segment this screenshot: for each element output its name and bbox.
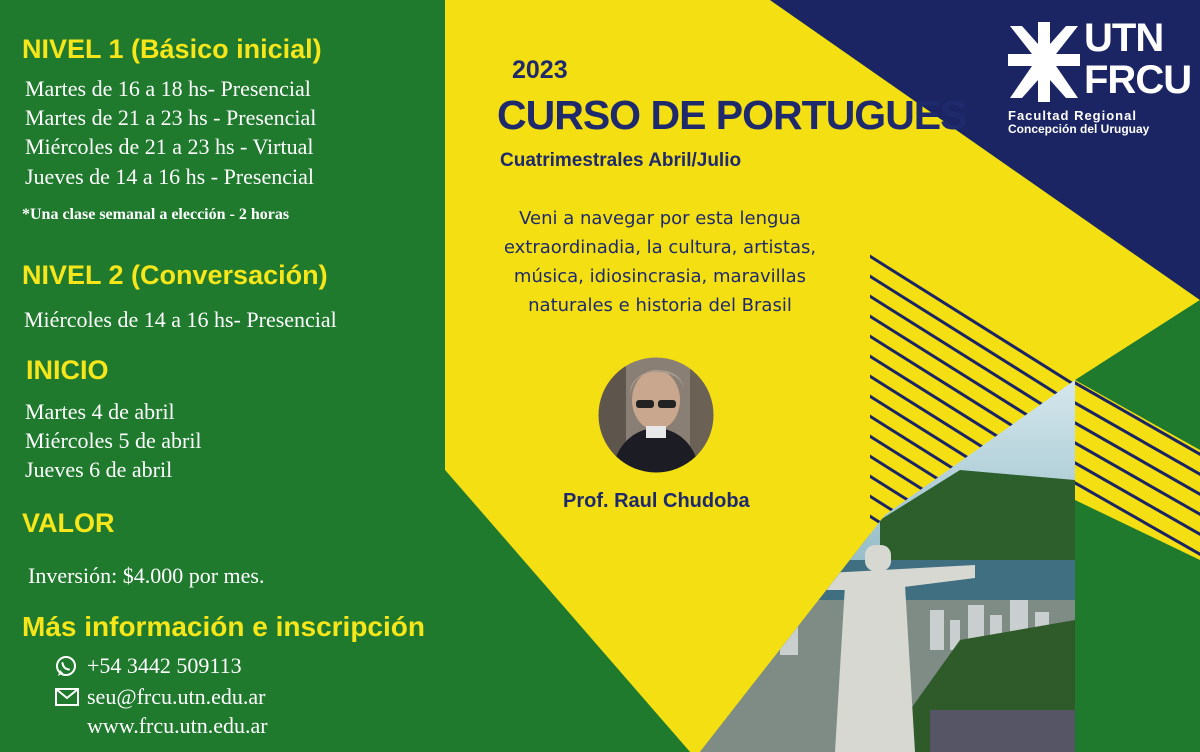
nivel1-note: *Una clase semanal a elección - 2 horas [22,206,290,223]
envelope-icon [55,688,79,706]
course-year: 2023 [512,56,568,84]
teacher-portrait [596,355,716,475]
nivel2-title: NIVEL 2 (Conversación) [22,260,328,290]
nivel1-schedule-3: Miércoles de 21 a 23 hs - Virtual [25,134,314,159]
inicio-date-1: Martes 4 de abril [25,399,175,424]
nivel1-schedule-4: Jueves de 14 a 16 hs - Presencial [25,164,314,189]
utn-logo-icon [1008,22,1080,102]
logo-utn-text: UTN [1084,16,1164,60]
course-subtitle: Cuatrimestrales Abril/Julio [500,150,742,171]
inicio-title: INICIO [26,355,109,385]
logo-sub1: Facultad Regional [1008,108,1137,123]
logo-frcu-text: FRCU [1084,58,1192,102]
utn-logo [1008,16,1192,137]
nivel1-schedule-2: Martes de 21 a 23 hs - Presencial [25,105,317,130]
whatsapp-icon [55,655,77,677]
nivel2-schedule: Miércoles de 14 a 16 hs- Presencial [24,307,337,332]
logo-sub2: Concepción del Uruguay [1008,122,1150,136]
inicio-date-3: Jueves 6 de abril [25,457,173,482]
valor-title: VALOR [22,508,115,538]
nivel1-schedule-1: Martes de 16 a 18 hs- Presencial [25,76,311,101]
phone-number: +54 3442 509113 [87,653,242,678]
description-line-3: música, idiosincrasia, maravillas [513,266,807,287]
valor-text: Inversión: $4.000 por mes. [28,563,265,588]
course-title: CURSO DE PORTUGUES [497,92,967,138]
email-address: seu@frcu.utn.edu.ar [87,684,266,709]
nivel1-title: NIVEL 1 (Básico inicial) [22,34,322,64]
contact-title: Más información e inscripción [22,611,425,642]
description-line-1: Veni a navegar por esta lengua [519,208,801,229]
description-line-4: naturales e historia del Brasil [528,295,792,316]
teacher-name: Prof. Raul Chudoba [563,490,750,512]
inicio-date-2: Miércoles 5 de abril [25,428,202,453]
website-link[interactable]: www.frcu.utn.edu.ar [87,713,268,738]
description-line-2: extraordinadia, la cultura, artistas, [503,237,817,258]
course-description [470,204,850,320]
